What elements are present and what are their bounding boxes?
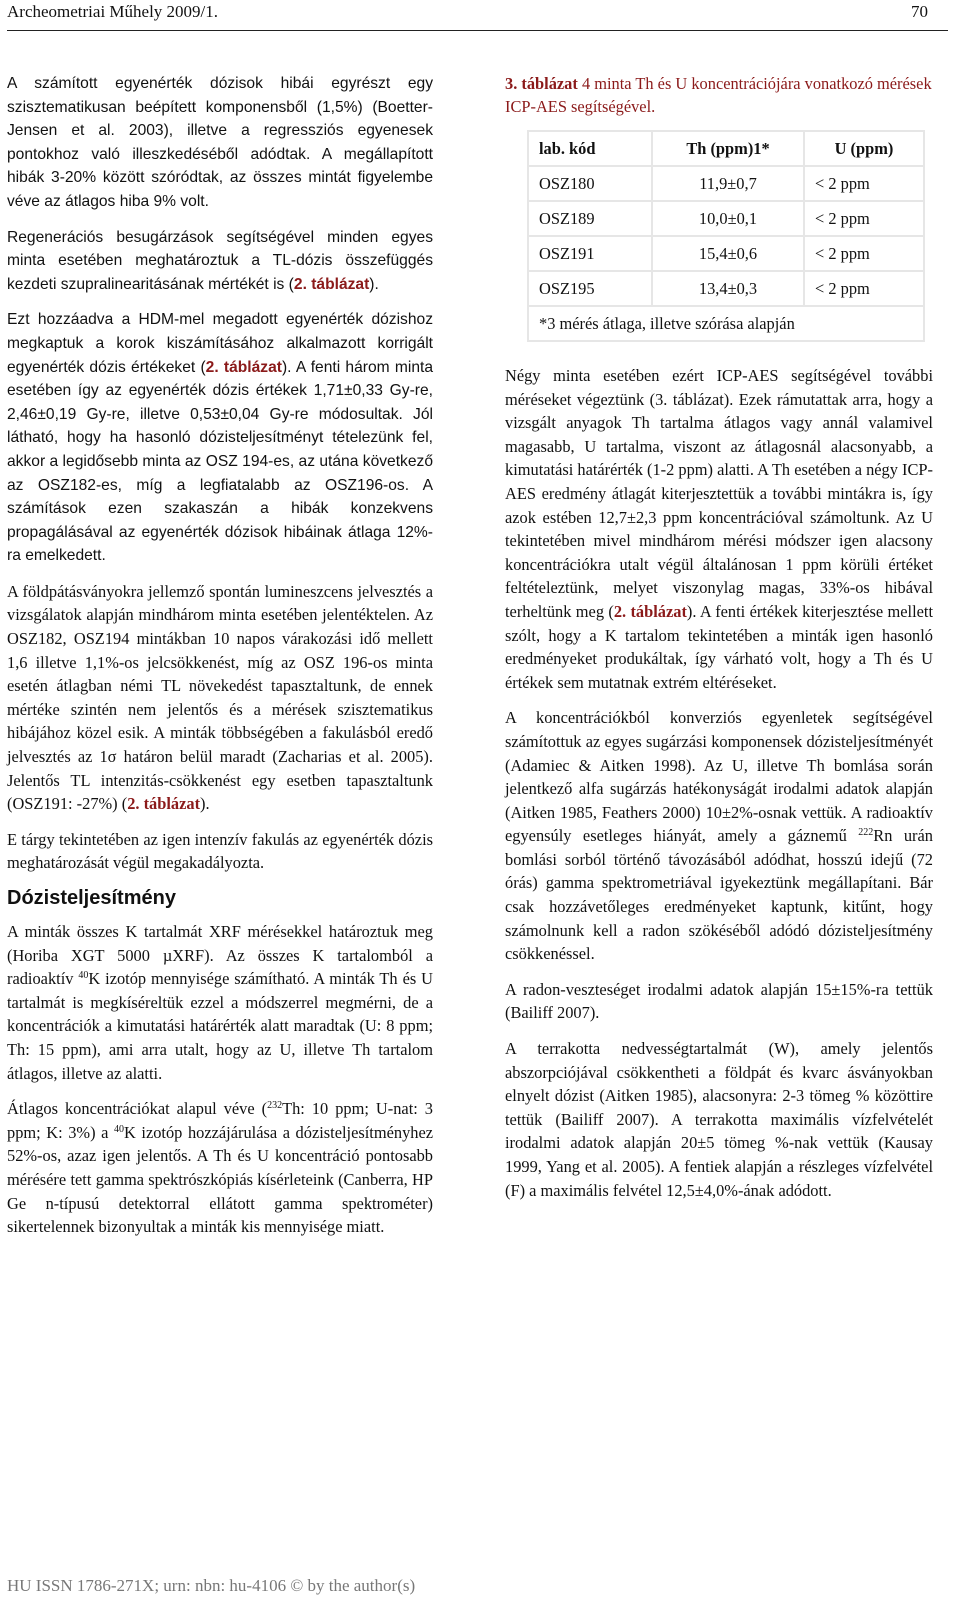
paragraph-conclusion: E tárgy tekintetében az igen intenzív fakulás az egyenérték dózis meghatározását végül megakadályozta. [7,829,433,873]
paragraph-regeneration: Regenerációs besugárzások segítségével minden egyes minta esetében meghatároztuk a TL-dózis összefüggés kezdeti szupralinearitásának mértékét is (2. táblázat). [7,228,433,293]
table-row [528,201,924,236]
paragraph-radon: A radon-veszteséget irodalmi adatok alapján 15±15%-ra tettük (Bailiff 2007). [505,979,933,1023]
table-3-caption: 3. táblázat 4 minta Th és U koncentrációjára vonatkozó mérések ICP-AES segítségével. [505,74,932,116]
table-cell: < 2 ppm [804,166,924,201]
page-number: 70 [911,2,928,21]
column-header: U (ppm) [804,131,924,166]
section-heading-dose-rate: Dózisteljesítmény [7,887,176,909]
column-header: Th (ppm)1* [652,131,804,166]
paragraph-moisture: A terrakotta nedvességtartalmát (W), amely jelentős abszorpciójával csökkentheti a földpát és kvarc ásványokban elnyelt dózist (Aitken 1985), alacsonyra: 2-3 tömeg % közöttire tettük (Bailiff 2007). A terrakotta maximális vízfelvételét irodalmi adatok alapján 20±5 tömeg %-nak vettük (Kausay 1999, Yang et al. 2005). A fentiek alapján a részleges vízfelvétel (F) a maximális felvétel 12,5±4,0%-ának adódott. [505,1039,933,1200]
paragraph-concentrations: Átlagos koncentrációkat alapul véve ($^{232}$Th: 10 ppm; U-nat: 3 ppm; K: 3%) a $^{40}$K izotóp hozzájárulása a dózisteljesítményhez 52%-os, azaz igen jelentős. A Th és U koncentráció pontosabb mérésére tett gamma spektrószkópiás kísérleteink (Canberra, HP Ge n-típusú detektorral ellátott gamma spektrométer) sikertelennek bizonyultak a minták kis mennyisége miatt. [7,1099,434,1237]
table-cell: 13,4±0,3 [652,271,804,306]
page-footer: HU ISSN 1786-271X; urn: nbn: hu-4106 © by the author(s) [7,1576,416,1595]
paragraph-corrected-dose: Ezt hozzáadva a HDM-mel megadott egyenérték dózishoz megkaptuk a korok kiszámításához alkalmazott korrigált egyenérték dózis értékeket (2. táblázat). A fenti három minta esetében így az egyenérték dózis értékek 1,71±0,33 Gy-re, 2,46±0,19 Gy-re, illetve 0,53±0,04 Gy-re módosultak. Jól látható, hogy ha hasonló dózisteljesítményt tételezünk fel, akkor a legidősebb minta az OSZ 194-es, az utána következő az OSZ182-es, míg a legfiatalabb az OSZ196-os. A számítások ezen szakaszán a hibák konzekvens propagálásával az egyenérték dózisok hibáinak átlaga 12%-ra emelkedett. [7,311,434,565]
table-cell: OSZ195 [528,271,652,306]
table-row [528,166,924,201]
table-row [528,271,924,306]
table-cell: OSZ180 [528,166,652,201]
table-note: *3 mérés átlaga, illetve szórása alapján [528,306,924,341]
page-header [7,0,948,31]
right-column [505,72,933,1214]
paragraph-fading: A földpátásványokra jellemző spontán lumineszcens jelvesztés a vizsgálatok alapján mindhárom minta esetében jelentéktelen. Az OSZ182, OSZ194 mintákban 10 napos várakozási idő mellett 1,6 illetve 1,1%-os jelcsökkenést, míg az OSZ 196-os minta esetén átlagban némi TL növekedést tapasztaltunk, de ennek mértéke szintén nem jelentős és a mérések szisztematikus hibájához közel esik. A minták többségében a fakulásból eredő jelvesztés az 1σ határon belül maradt (Zacharias et al. 2005). Jelentős TL intenzitás-csökkenést egy esetben tapasztaltunk (OSZ191: -27%) (2. táblázat). [7,581,433,814]
table-header-row [528,131,924,166]
table-row [528,236,924,271]
left-column [7,72,433,1251]
paragraph-dose-errors: A számított egyenérték dózisok hibái egyrészt egy szisztematikusan beépített komponensből (1,5%) (Boetter-Jensen et al. 2003), illetve a regressziós egyenesek pontokhoz való illeszkedéséből adódtak. A megállapított hibák 3-20% között szóródtak, az összes mintát figyelembe véve az átlagos hiba 9% volt. [7,75,433,210]
column-header: lab. kód [528,131,652,166]
table-cell: 11,9±0,7 [652,166,804,201]
table-cell: OSZ191 [528,236,652,271]
paragraph-xrf: A minták összes K tartalmát XRF mérésekkel határoztuk meg (Horiba XGT 5000 µXRF). Az összes K tartalomból a radioaktív $^{40}$K izotóp mennyisége számítható. A minták Th és U tartalmát is megkíséreltük ezzel a módszerrel megmérni, de a koncentrációk a kimutatási határérték alatt maradtak (U: 8 ppm; Th: 15 ppm), ami arra utalt, hogy az U, illetve Th tartalom átlagos, illetve az alatti. [7,922,433,1083]
table-cell: < 2 ppm [804,271,924,306]
table-3 [527,130,925,342]
table-2-link[interactable]: 2. táblázat [613,601,687,621]
table-cell: 10,0±0,1 [652,201,804,236]
table-cell: OSZ189 [528,201,652,236]
paragraph-conversion: A koncentrációkból konverziós egyenletek segítségével számítottuk az egyes sugárzási komponensek dózisteljesítményét (Adamiec & Aitken 1998). Az U, illetve Th bomlása során jelentkező alfa sugárzás hatékonyságát irodalmi adatok alapján (Aitken 1985, Feathers 2000) 10±2%-osnak vettük. A radioaktív egyensúly esetleges hiányát, amely a gáznemű $^{222}$Rn urán bomlási sorból történő távozásából adódhat, hosszú idejű (72 órás) gamma spektrometriával igyekeztünk megállapítani. Bár csak hozzávetőleges eredményeket kaptunk, kitűnt, hogy számolnunk kell a radon szökéséből adódó dózisteljesítmény csökkenéssel. [505,708,933,964]
paragraph-icp-aes: Négy minta esetében ezért ICP-AES segítségével további méréseket végeztünk (3. táblázat). Ezek rámutattak arra, hogy a vizsgált anyagok Th tartalma átlagos vagy annál valamivel magasabb, U tartalma, viszont az átlagosnál alacsonyabb, a kimutatási határérték (1-2 ppm) alatti. A Th esetében a négy ICP-AES eredmény átlagát kiterjesztettük a további mintákra is, így azok estében 12,7±2,3 ppm koncentrációval számoltunk. Az U tekintetében mivel mindhárom mérési módszer igen alacsony koncentrációkra utalt végül általánosan 1 ppm körüli értéket feltételeztünk, melyet viszonylag magas, 33%-os hibával terheltünk meg (2. táblázat). A fenti értékek kiterjesztése mellett szólt, hogy a K tartalom tekintetében a minták igen hasonló eredményeket produkáltak, így várható volt, hogy a Th és U értékek sem mutatnak extrém eltéréseket. [505,366,934,692]
table-2-link[interactable]: 2. táblázat [127,794,201,814]
table-cell: < 2 ppm [804,236,924,271]
table-cell: 15,4±0,6 [652,236,804,271]
table-2-link[interactable]: 2. táblázat [205,358,282,376]
table-2-link[interactable]: 2. táblázat [293,275,370,293]
table-note-row [528,306,924,341]
journal-title: Archeometriai Műhely 2009/1. [7,2,219,21]
table-cell: < 2 ppm [804,201,924,236]
